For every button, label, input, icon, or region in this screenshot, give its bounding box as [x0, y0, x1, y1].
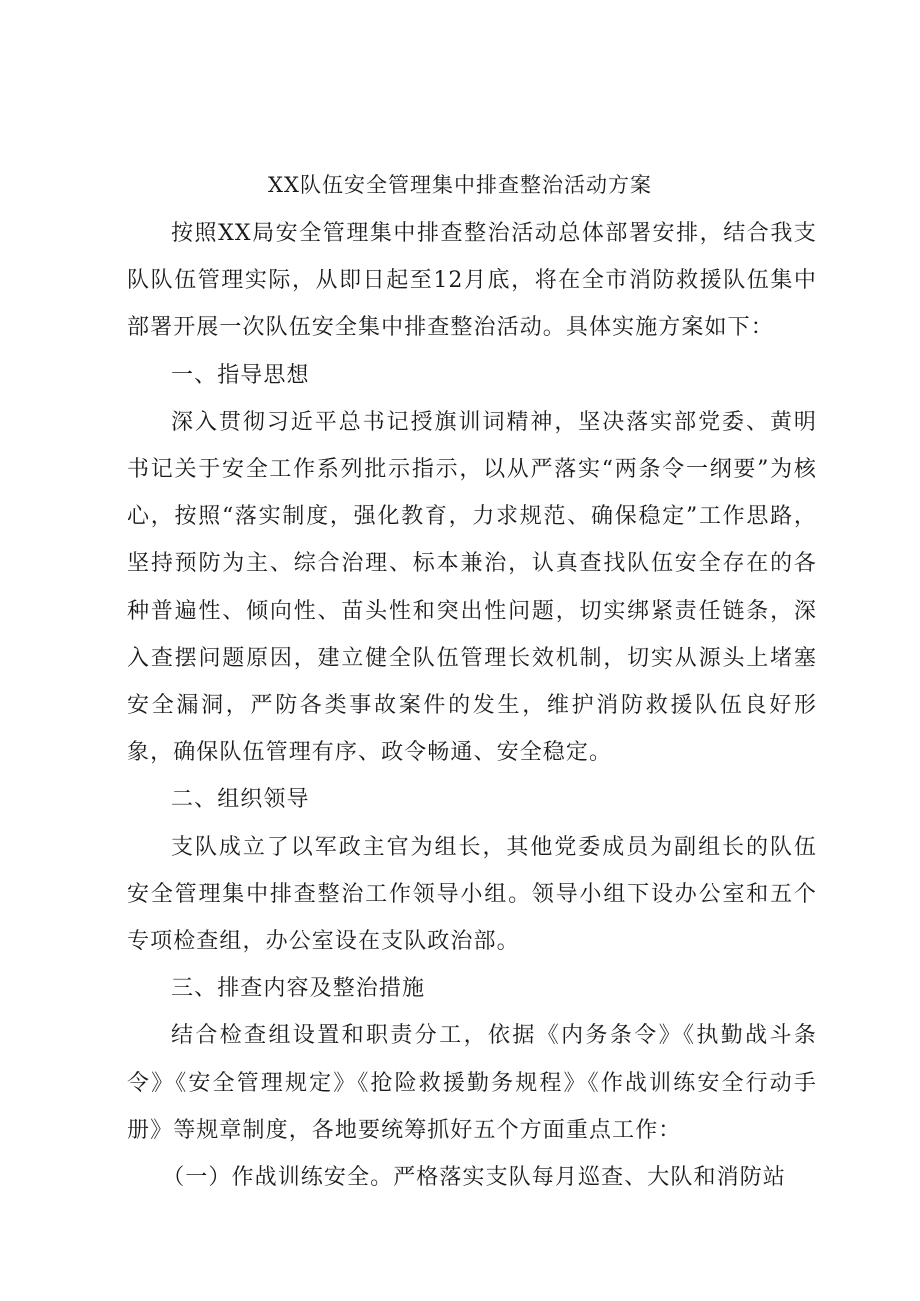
section-heading-inspection-content: 三、排查内容及整治措施: [171, 976, 426, 1002]
section-heading-organization: 二、组织领导: [171, 787, 310, 813]
section-heading-guiding-ideology: 一、指导思想: [171, 362, 310, 388]
document-body: [127, 210, 817, 1201]
section-text-guiding-ideology: 深入贯彻习近平总书记授旗训词精神，坚决落实部党委、黄明书记关于安全工作系列批示指示，以从严落实“两条令一纲要”为核心，按照“落实制度，强化教育，力求规范、确保稳定”工作思路，坚持预防为主、综合治理、标本兼治，认真查找队伍安全存在的各种普遍性、倾向性、苗头性和突出性问题，切实绑紧责任链条，深入查摆问题原因，建立健全队伍管理长效机制，切实从源头上堵塞安全漏洞，严防各类事故案件的发生，维护消防救援队伍良好形象，确保队伍管理有序、政令畅通、安全稳定。: [127, 409, 817, 766]
intro-paragraph: 按照XX局安全管理集中排查整治活动总体部署安排，结合我支队队伍管理实际，从即日起至12月底，将在全市消防救援队伍集中部署开展一次队伍安全集中排查整治活动。具体实施方案如下：: [127, 221, 817, 341]
section-text-inspection-content: 结合检查组设置和职责分工，依据《内务条令》《执勤战斗条令》《安全管理规定》《抢险救援勤务规程》《作战训练安全行动手册》等规章制度，各地要统筹抓好五个方面重点工作：: [127, 1023, 817, 1143]
section-text-organization: 支队成立了以军政主官为组长，其他党委成员为副组长的队伍安全管理集中排查整治工作领导小组。领导小组下设办公室和五个专项检查组，办公室设在支队政治部。: [127, 834, 817, 955]
subsection-combat-training-safety: （一）作战训练安全。严格落实支队每月巡查、大队和消防站: [162, 1165, 786, 1191]
document-title: XX队伍安全管理集中排查整治活动方案: [268, 173, 652, 197]
